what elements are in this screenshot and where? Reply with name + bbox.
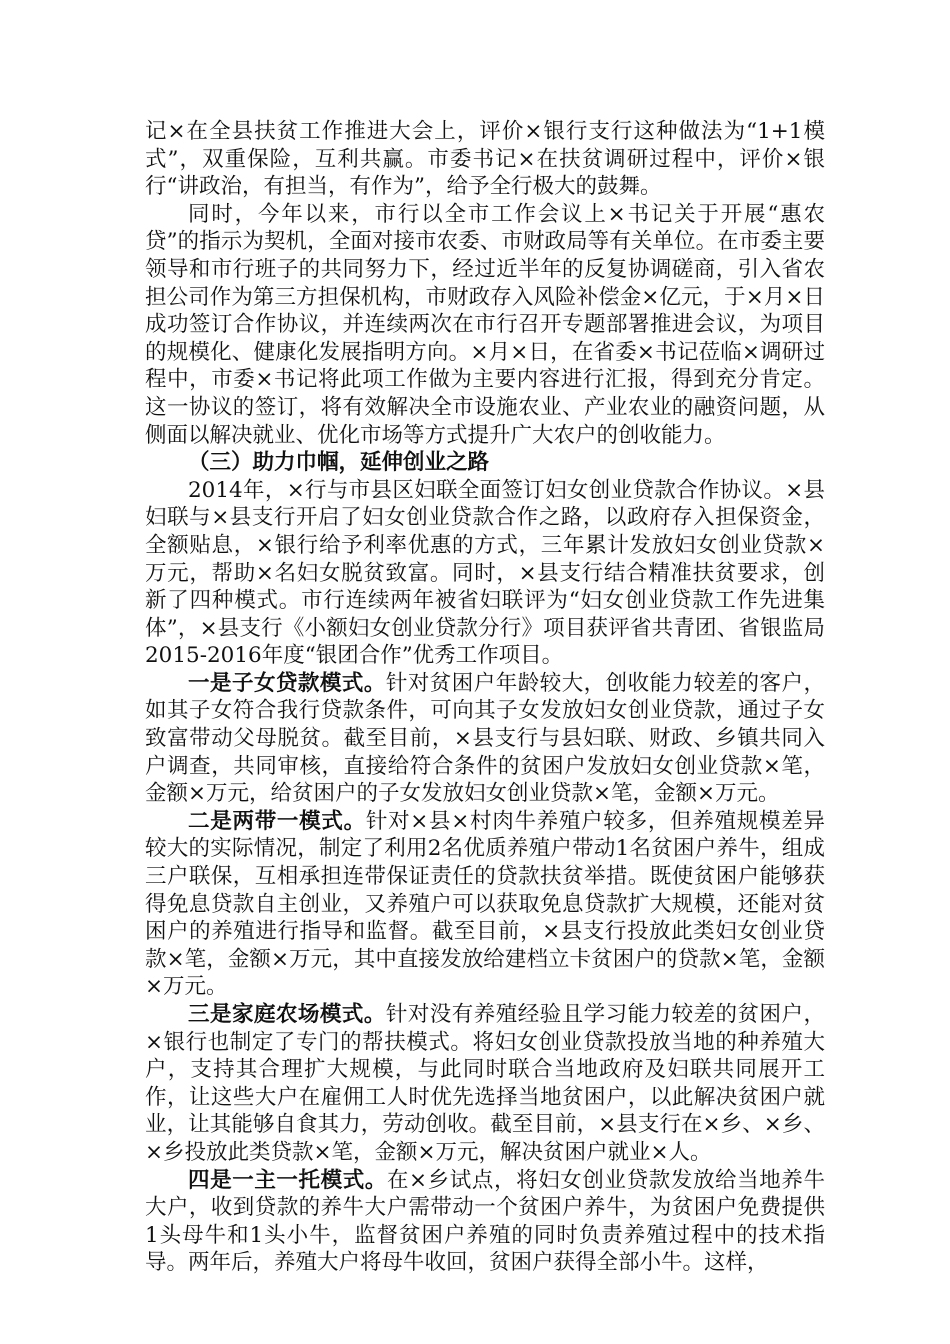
mode-lead: 四是一主一托模式。 [188,1167,387,1193]
mode-text: 针对没有养殖经验且学习能力较差的贫困户，×银行也制定了专门的帮扶模式。将妇女创业贷款投放当地的种养殖大户，支持其合理扩大规模，与此同时联合当地政府及妇联共同展开工作，让这些大户在雇佣工人时优先选择当地贫困户，以此解决贫困户就业，让其能够自食其力，劳动创收。截至目前，×县支行在×乡、×乡、×乡投放此类贷款×笔，金额×万元，解决贫困户就业×人。 [145,1002,825,1165]
body-paragraph: 同时，今年以来，市行以全市工作会议上×书记关于开展“惠农贷”的指示为契机，全面对接市农委、市财政局等有关单位。在市委主要领导和市行班子的共同努力下，经过近半年的反复协调磋商，引入省农担公司作为第三方担保机构，市财政存入风险补偿金×亿元，于×月×日成功签订合作协议，并连续两次在市行召开专题部署推进会议，为项目的规模化、健康化发展指明方向。×月×日，在省委×书记莅临×调研过程中，市委×书记将此项工作做为主要内容进行汇报，得到充分肯定。这一协议的签订，将有效解决全市设施农业、产业农业的融资问题，从侧面以解决就业、优化市场等方式提升广大农户的创收能力。 [145,201,825,448]
mode-lead: 二是两带一模式。 [188,808,366,834]
section-heading: （三）助力巾帼，延伸创业之路 [188,450,490,476]
mode-lead: 三是家庭农场模式。 [188,1002,386,1027]
mode-paragraph [145,808,825,1001]
mode-paragraph [145,1167,825,1277]
body-paragraph: 2014年，×行与市县区妇联全面签订妇女创业贷款合作协议。×县妇联与×县支行开启了妇女创业贷款合作之路，以政府存入担保资金，全额贴息，×银行给予利率优惠的方式，三年累计发放妇女创业贷款×万元，帮助×名妇女脱贫致富。同时，×县支行结合精准扶贫要求，创新了四种模式。市行连续两年被省妇联评为“妇女创业贷款工作先进集体”，×县支行《小额妇女创业贷款分行》项目获评省共青团、省银监局2015-2016年度“银团合作”优秀工作项目。 [145,477,825,669]
body-paragraph: 记×在全县扶贫工作推进大会上，评价×银行支行这种做法为“1+1模式”，双重保险，互利共赢。市委书记×在扶贫调研过程中，评价×银行“讲政治，有担当，有作为”，给予全行极大的鼓舞。 [145,119,825,200]
mode-paragraph [145,670,825,808]
mode-text: 针对×县×村肉牛养殖户较多，但养殖规模差异较大的实际情况，制定了利用2名优质养殖户带动1名贫困户养牛，组成三户联保，互相承担连带保证责任的贷款扶贫举措。既使贫困户能够获得免息贷款自主创业，又养殖户可以获取免息贷款扩大规模，还能对贫困户的养殖进行指导和监督。截至目前，×县支行投放此类妇女创业贷款×笔，金额×万元，其中直接发放给建档立卡贫困户的贷款×笔，金额×万元。 [145,808,825,1000]
mode-text: 在×乡试点，将妇女创业贷款发放给当地养牛大户，收到贷款的养牛大户需带动一个贫困户养牛，为贫困户免费提供1头母牛和1头小牛，监督贫困户养殖的同时负责养殖过程中的技术指导。两年后，养殖大户将母牛收回，贫困户获得全部小牛。这样， [145,1167,825,1276]
mode-text: 针对贫困户年龄较大，创收能力较差的客户，如其子女符合我行贷款条件，可向其子女发放妇女创业贷款，通过子女致富带动父母脱贫。截至目前，×县支行与县妇联、财政、乡镇共同入户调查，共同审核，直接给符合条件的贫困户发放妇女创业贷款×笔，金额×万元，给贫困户的子女发放妇女创业贷款×笔，金额×万元。 [145,670,825,807]
mode-lead: 一是子女贷款模式。 [188,670,386,696]
mode-paragraph [145,1001,825,1167]
document-page [145,118,825,1277]
